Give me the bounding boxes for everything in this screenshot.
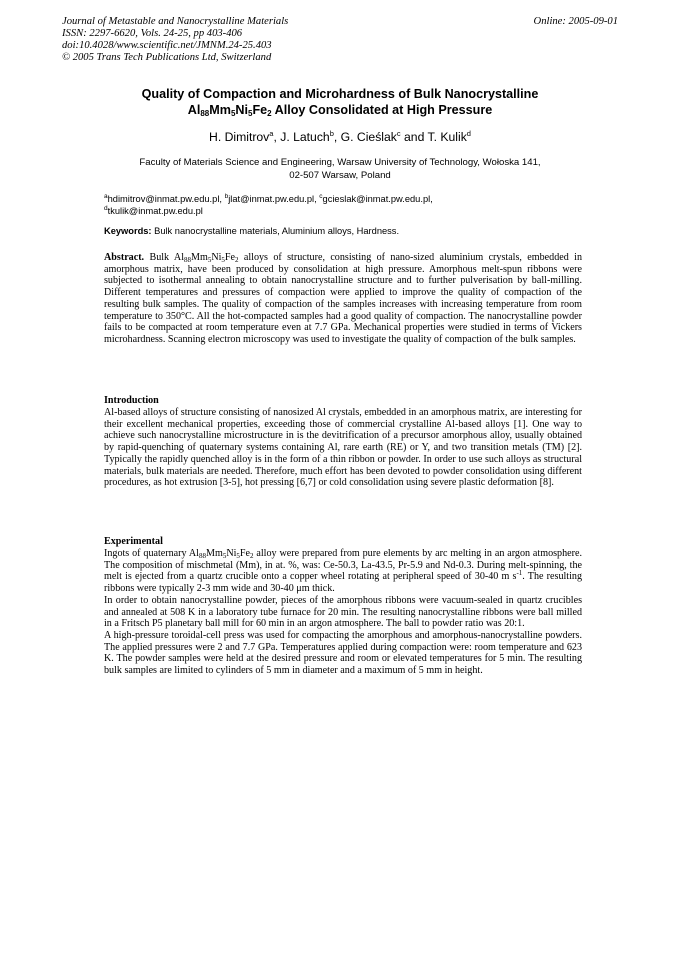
keywords (104, 226, 399, 236)
experimental-paragraph-3: A high-pressure toroidal-cell press was used for compacting the amorphous and amorphous-nanocrystalline powders. The applied pressures were 2 and 7.7 GPa. Temperatures applied during compaction were: room temperature and 623 K. The powder samples were held at the desired pressure and room or elevated temperatures for 5 min. The resulting bulk samples are limited to cylinders of 5 mm in diameter and a maximum of 5 mm in height. (104, 629, 582, 677)
author: G. Cieślak$^c$ (340, 129, 401, 144)
section-heading-introduction: Introduction (104, 395, 159, 406)
email-link[interactable]: $^d$tkulik@inmat.pw.edu.pl (104, 205, 203, 216)
alloy-formula: $Al_{88}Mm_5Ni_5Fe_2$ (173, 252, 239, 264)
email-link[interactable]: $^b$jlat@inmat.pw.edu.pl (224, 193, 315, 204)
email-link[interactable]: $^a$hdimitrov@inmat.pw.edu.pl (104, 193, 220, 204)
title-line-1: Quality of Compaction and Microhardness of Bulk Nanocrystalline (141, 87, 539, 101)
journal-name: Journal of Metastable and Nanocrystalline Materials (62, 16, 289, 27)
author: J. Latuch$^b$ (280, 129, 334, 144)
journal-copyright: © 2005 Trans Tech Publications Ltd, Switzerland (62, 52, 272, 63)
affiliation-line-1: Faculty of Materials Science and Engineering, Warsaw University of Technology, Wołoska 141, (139, 157, 541, 168)
keywords-label: Keywords: (104, 226, 152, 236)
author: T. Kulik$^d$ (427, 129, 471, 144)
journal-issn: ISSN: 2297-6620, Vols. 24-25, pp 403-406 (62, 28, 243, 39)
online-date: Online: 2005-09-01 (533, 16, 618, 27)
keywords-text: Bulk nanocrystalline materials, Aluminium alloys, Hardness. (151, 226, 400, 236)
experimental-paragraph-1: Ingots of quaternary $Al_{88}Mm_5Ni_5Fe_2$ alloy were prepared from pure elements by arc melting in an argon atmosphere. The composition of mischmetal (Mm), in at. %, was: Ce-50.3, La-43.5, Pr-5.9 and Nd-0.3. During melt-spinning, the melt is ejected from a quartz crucible onto a copper wheel rotating at peripheral speed of 30-40 m $s^{-1}$. The resulting ribbons were typically 2-3 mm wide and 30-40 μm thick. (104, 548, 582, 595)
journal-doi[interactable]: doi:10.4028/www.scientific.net/JMNM.24-25.403 (62, 40, 272, 51)
email-link[interactable]: $^c$gcieslak@inmat.pw.edu.pl (319, 193, 431, 204)
affiliation (100, 157, 580, 182)
section-heading-experimental: Experimental (104, 536, 163, 547)
introduction-text: Al-based alloys of structure consisting of nanosized Al crystals, embedded in an amorphous matrix, are interesting for their excellent mechanical properties, exceeding those of commercial crystalline Al-based alloys [1]. One way to achieve such nanocrystalline microstructure in is the devitrification of a precursor amorphous alloy, usually obtained by rapid-quenching of quaternary systems containing Al, rare earth (RE) or Y, and two transition metals (TM) [2]. Typically the rapidly quenched alloy is in the form of a thin ribbon or powder. In order to use such alloys as structural materials, bulk materials are needed. Therefore, much effort has been devoted to powder consolidation using different procedures, as hot extrusion [3-5], hot pressing [6,7] or cold consolidation using severe plastic deformation [8]. (104, 407, 582, 489)
paper-title (70, 87, 610, 118)
title-line-2: $Al_{88}Mm_5Ni_5Fe_2$ Alloy Consolidated at High Pressure (187, 102, 493, 118)
abstract-label: Abstract. (104, 252, 145, 263)
author-list: H. Dimitrov$^a$, J. Latuch$^b$, G. Cieślak$^c$ and T. Kulik$^d$ (209, 129, 471, 144)
author-emails: $^a$hdimitrov@inmat.pw.edu.pl, $^b$jlat@inmat.pw.edu.pl, $^c$gcieslak@inmat.pw.edu.pl, $^d$tkulik@inmat.pw.edu.pl (104, 193, 433, 216)
experimental-paragraph-2: In order to obtain nanocrystalline powder, pieces of the amorphous ribbons were vacuum-sealed in quartz crucibles and annealed at 508 K in a laboratory tube furnace for 20 min. The resulting nanocrystalline ribbons were ball milled in a Fritsch P5 planetary ball mill for 60 min in an argon atmosphere. The ball to powder ratio was 20:1. (104, 594, 582, 630)
affiliation-line-2: 02-507 Warsaw, Poland (289, 169, 391, 181)
author: H. Dimitrov$^a$ (209, 129, 274, 144)
alloy-formula: $Al_{88}Mm_5Ni_5Fe_2$ (188, 548, 254, 560)
experimental-text (104, 548, 582, 677)
journal-header (62, 16, 288, 64)
abstract: Abstract. Bulk $Al_{88}Mm_5Ni_5Fe_2$ alloys of structure, consisting of nano-sized aluminium crystals, embedded in amorphous matrix, have been produced by consolidation at high pressure. Amorphous melt-spun ribbons were subjected to isothermal annealing to obtain nanocrystalline structure and to further pulverisation by ball-milling. Different temperatures and pressures of compaction were applied to improve the quality of compaction of the resulting bulk samples. The quality of compaction of the samples increases with increasing temperature from room temperature to 350°C. All the hot-compacted samples had a good quality of compaction. The nanocrystalline powder fails to be compacted at room temperature even at 7.7 GPa. Mechanical properties were studied in terms of Vickers microhardness. Scanning electron microscopy was used to investigate the quality of compaction of the bulk samples. (104, 252, 582, 345)
